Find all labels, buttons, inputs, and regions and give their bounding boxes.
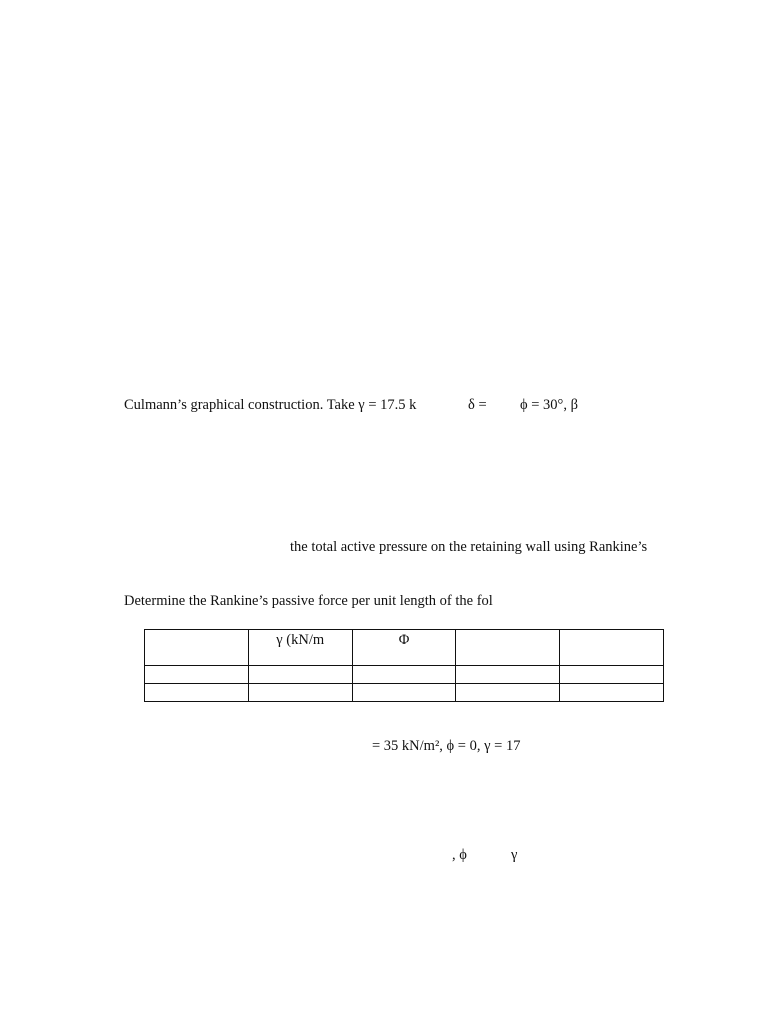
table-cell: [248, 684, 352, 702]
problem-text-phi-fragment: , ϕ: [452, 847, 467, 863]
problem-text-culmann: Culmann’s graphical construction. Take γ = 17.5 k: [124, 397, 417, 413]
table-header-cell: γ (kN/m: [248, 630, 352, 666]
problem-text-delta: δ =: [468, 397, 487, 413]
soil-properties-table: [144, 629, 664, 702]
table-header-cell: [456, 630, 560, 666]
problem-text-clay: = 35 kN/m², ϕ = 0, γ = 17: [372, 738, 521, 754]
table-cell: [352, 666, 456, 684]
table-cell: [456, 684, 560, 702]
problem-text-gamma-fragment: γ: [511, 847, 518, 863]
table-cell: [352, 684, 456, 702]
table-cell: [560, 684, 664, 702]
table-cell: [560, 666, 664, 684]
table-row: [145, 684, 664, 702]
table-cell: [248, 666, 352, 684]
problem-text-rankine-active: the total active pressure on the retaining wall using Rankine’s: [290, 539, 648, 555]
table-header-row: [145, 630, 664, 666]
table-header-cell: [560, 630, 664, 666]
table-cell: [145, 684, 249, 702]
problem-text-rankine-passive: Determine the Rankine’s passive force per unit length of the fol: [124, 593, 493, 609]
problem-text-phi: ϕ = 30°, β: [520, 397, 578, 413]
table-cell: [456, 666, 560, 684]
table-row: [145, 666, 664, 684]
table-header-cell: Φ: [352, 630, 456, 666]
table-cell: [145, 666, 249, 684]
table-header-cell: [145, 630, 249, 666]
